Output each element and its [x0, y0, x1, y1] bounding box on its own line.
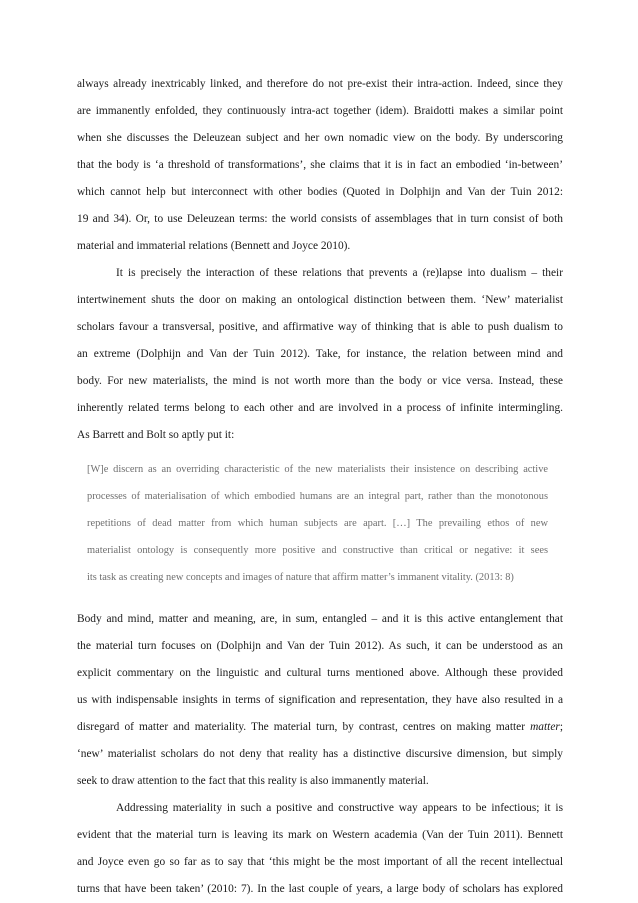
body-text-line: explicit commentary on the linguistic and cultural turns mentioned above. Although these provided	[77, 667, 563, 679]
body-text-line: As Barrett and Bolt so aptly put it:	[77, 429, 235, 441]
block-quote-line: its task as creating new concepts and images of nature that affirm matter’s immanent vitality. (2013: 8)	[87, 572, 514, 583]
body-text-line: when she discusses the Deleuzean subject and her own nomadic view on the body. By underscoring	[77, 132, 563, 144]
body-text-line: us with indispensable insights in terms of signification and representation, they have also resulted in a	[77, 694, 563, 706]
body-text-line: seek to draw attention to the fact that this reality is also immanently material.	[77, 775, 429, 787]
body-text-line: material and immaterial relations (Bennett and Joyce 2010).	[77, 240, 351, 252]
block-quote-line: repetitions of dead matter from which human subjects are apart. […] The prevailing ethos of new	[87, 518, 548, 529]
body-text-line: an extreme (Dolphijn and Van der Tuin 2012). Take, for instance, the relation between mind and	[77, 348, 563, 360]
body-text-line: intertwinement shuts the door on making an ontological distinction between them. ‘New’ materialist	[77, 294, 563, 306]
body-text-line: body. For new materialists, the mind is not worth more than the body or vice versa. Instead, these	[77, 375, 563, 387]
body-text-line: It is precisely the interaction of these relations that prevents a (re)lapse into dualism – their	[116, 267, 563, 279]
body-text-line: that the body is ‘a threshold of transformations’, she claims that it is in fact an embodied ‘in-between’	[77, 159, 563, 171]
block-quote-line: materialist ontology is consequently more positive and constructive than critical or negative: it sees	[87, 545, 548, 556]
block-quote-line: processes of materialisation of which embodied humans are an integral part, rather than the monotonous	[87, 491, 548, 502]
emphasis-word: matter	[530, 721, 560, 733]
body-text-line: Addressing materiality in such a positive and constructive way appears to be infectious; it is	[116, 802, 563, 814]
body-text-line: evident that the material turn is leaving its mark on Western academia (Van der Tuin 2011). Bennett	[77, 829, 563, 841]
body-text-line: Body and mind, matter and meaning, are, in sum, entangled – and it is this active entanglement that	[77, 613, 563, 625]
body-text-line-with-emphasis	[77, 717, 563, 737]
body-text-line: which cannot help but interconnect with other bodies (Quoted in Dolphijn and Van der Tuin 2012:	[77, 186, 563, 198]
body-text-line: 19 and 34). Or, to use Deleuzean terms: the world consists of assemblages that in turn consist of both	[77, 213, 563, 225]
body-text-line: the material turn focuses on (Dolphijn and Van der Tuin 2012). As such, it can be understood as an	[77, 640, 563, 652]
body-text-line: inherently related terms belong to each other and are involved in a process of infinite intermingling.	[77, 402, 563, 414]
body-text-line: turns that have been taken’ (2010: 7). In the last couple of years, a large body of scholars has explored	[77, 883, 563, 895]
body-text-segment: disregard of matter and materiality. The material turn, by contrast, centres on making matter	[77, 721, 531, 733]
body-text-line: always already inextricably linked, and therefore do not pre-exist their intra-action. Indeed, since they	[77, 78, 563, 90]
body-text-line: scholars favour a transversal, positive, and affirmative way of thinking that is able to push dualism to	[77, 321, 563, 333]
body-text-line: and Joyce even go so far as to say that ‘this might be the most important of all the recent intellectual	[77, 856, 563, 868]
body-text-line: are immanently enfolded, they continuously intra-act together (idem). Braidotti makes a similar point	[77, 105, 563, 117]
punctuation: ;	[559, 721, 563, 733]
body-text-line: ‘new’ materialist scholars do not deny that reality has a distinctive discursive dimension, but simply	[77, 748, 563, 760]
block-quote-line: [W]e discern as an overriding characteristic of the new materialists their insistence on describing active	[87, 464, 548, 475]
